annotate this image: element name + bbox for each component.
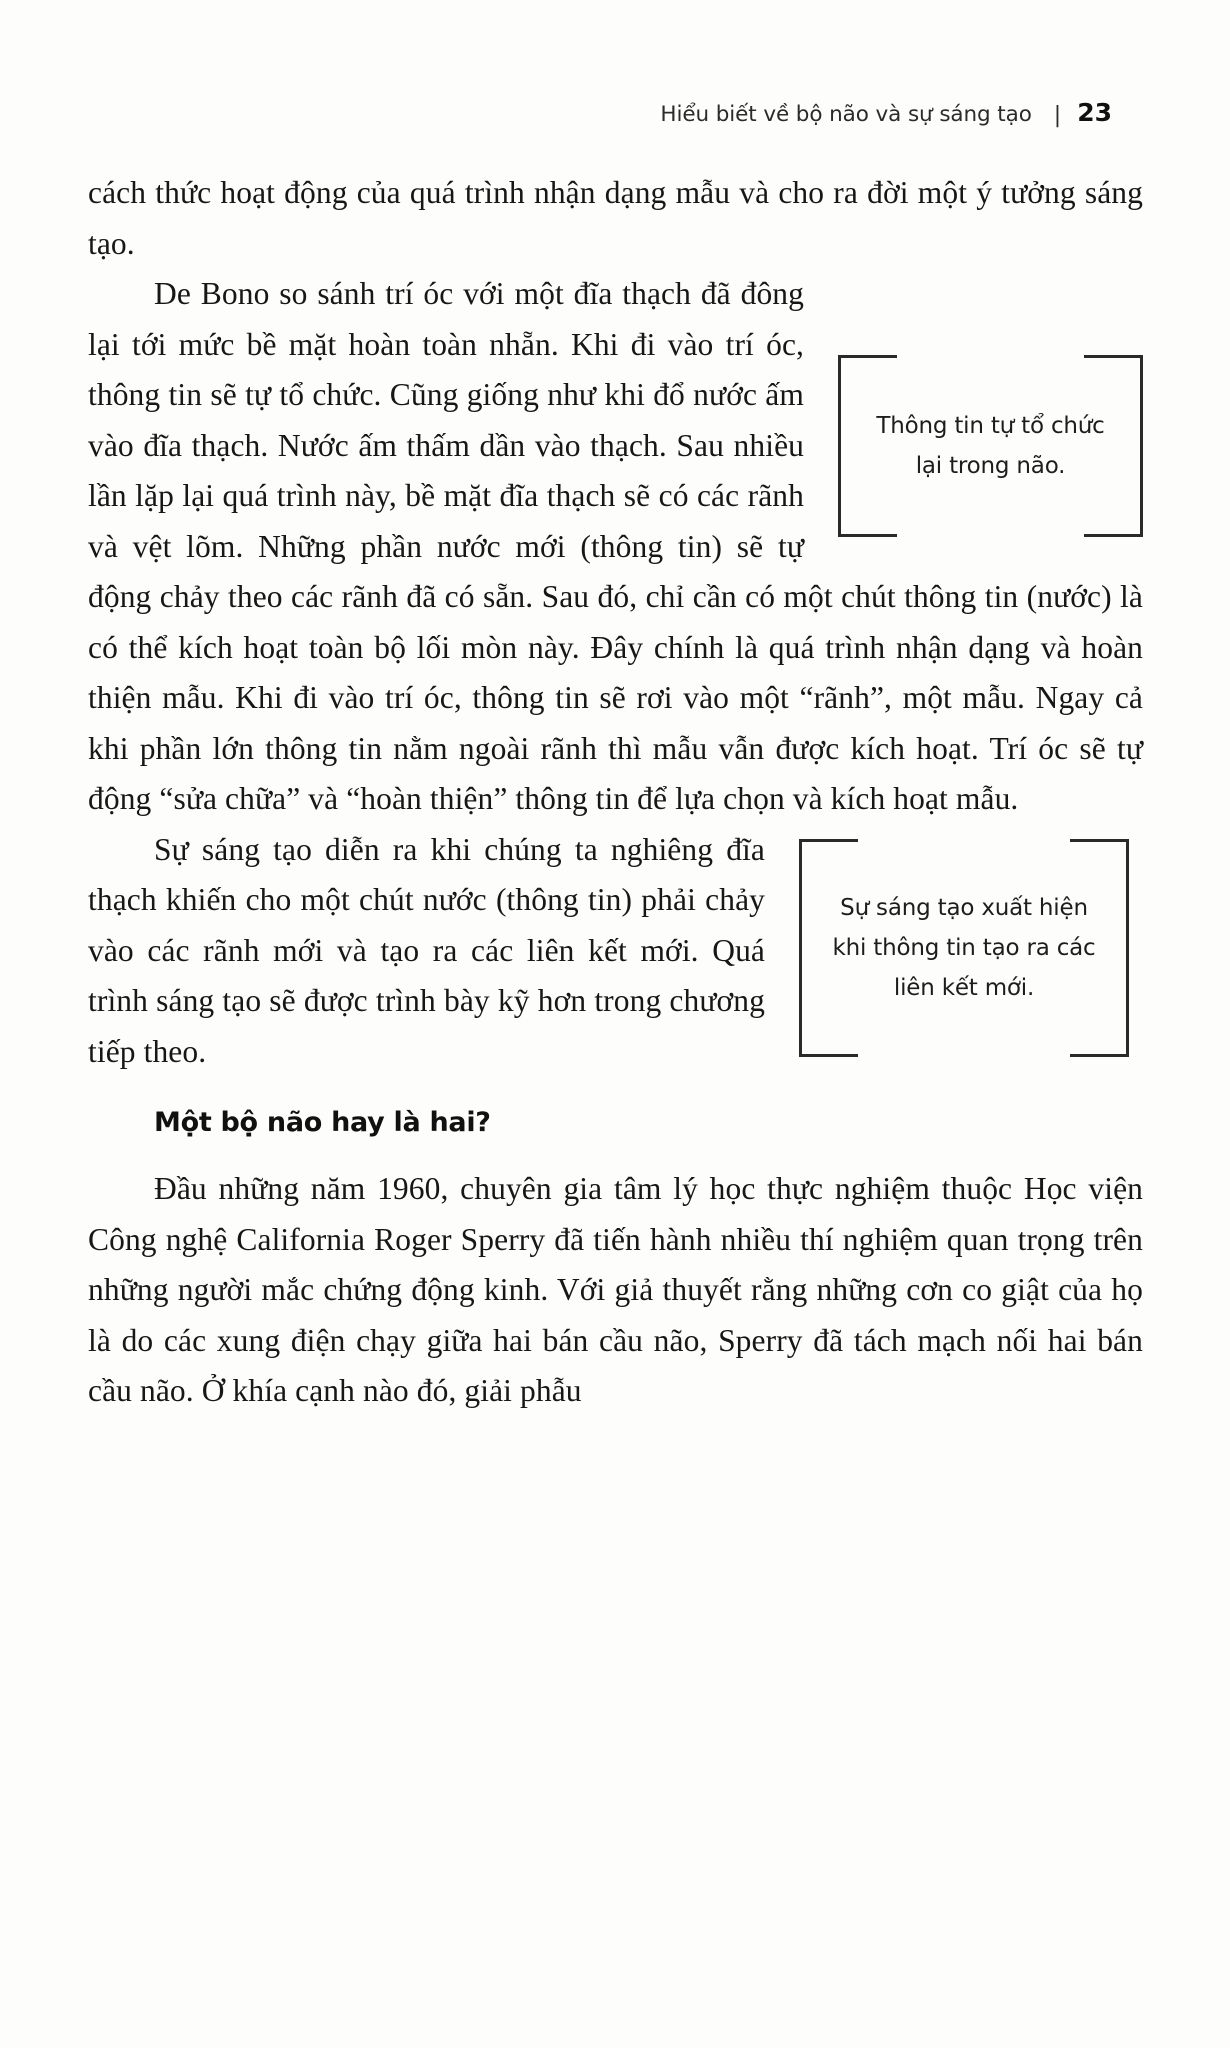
- callout-text: Sự sáng tạo xuất hiện khi thông tin tạo ra các liên kết mới.: [832, 894, 1096, 1001]
- running-head: [0, 98, 1112, 127]
- callout-box-creativity: [799, 839, 1129, 1057]
- callout-text: Thông tin tự tổ chức lại trong não.: [876, 413, 1105, 479]
- paragraph-de-bono: De Bono so sánh trí óc với một đĩa thạch đã đông lại tới mức bề mặt hoàn toàn nhẵn. Khi đi vào trí óc, thông tin sẽ tự tổ chức. Cũng giống như khi đổ nước ấm vào đĩa thạch. Nước ấm thấm dần vào thạch. Sau nhiều lần lặp lại quá trình này, bề mặt đĩa thạch sẽ có các rãnh và vệt lõm. Những phần nước mới (thông tin) sẽ tự động chảy theo các rãnh đã có sẵn. Sau đó, chỉ cần có một chút thông tin (nước) là có thể kích hoạt toàn bộ lối mòn này. Đây chính là quá trình nhận dạng và hoàn thiện mẫu. Khi đi vào trí óc, thông tin sẽ rơi vào một “rãnh”, một mẫu. Ngay cả khi phần lớn thông tin nằm ngoài rãnh thì mẫu vẫn được kích hoạt. Trí óc sẽ tự động “sửa chữa” và “hoàn thiện” thông tin để lựa chọn và kích hoạt mẫu.: [88, 276, 1143, 816]
- paragraph-creativity: Sự sáng tạo diễn ra khi chúng ta nghiêng đĩa thạch khiến cho một chút nước (thông tin) phải chảy vào các rãnh mới và tạo ra các liên kết mới. Quá trình sáng tạo sẽ được trình bày kỹ hơn trong chương tiếp theo.: [88, 831, 765, 1069]
- bracket-side-left: [799, 843, 802, 1053]
- callout-box-information: [838, 355, 1143, 537]
- page-number: 23: [1077, 98, 1112, 127]
- paragraph-sperry: Đầu những năm 1960, chuyên gia tâm lý học thực nghiệm thuộc Học viện Công nghệ California Roger Sperry đã tiến hành nhiều thí nghiệm quan trọng trên những người mắc chứng động kinh. Với giả thuyết rằng những cơn co giật của họ là do các xung điện chạy giữa hai bán cầu não, Sperry đã tách mạch nối hai bán cầu não. Ở khía cạnh nào đó, giải phẫu: [88, 1171, 1143, 1408]
- bracket-side-right: [1126, 843, 1129, 1053]
- page-content: [88, 168, 1143, 1868]
- bracket-corner-bottom-left: [838, 488, 897, 537]
- running-head-separator: |: [1053, 103, 1062, 128]
- bracket-side-right: [1140, 359, 1143, 533]
- bracket-side-left: [838, 359, 841, 533]
- bracket-corner-bottom-left: [799, 1008, 858, 1057]
- bracket-corner-top-right: [1084, 355, 1143, 404]
- running-head-title: Hiểu biết về bộ não và sự sáng tạo: [660, 102, 1032, 127]
- bracket-corner-top-right: [1070, 839, 1129, 888]
- section-subheading: Một bộ não hay là hai?: [154, 1107, 491, 1138]
- paragraph-continuation: cách thức hoạt động của quá trình nhận dạng mẫu và cho ra đời một ý tưởng sáng tạo.: [88, 175, 1143, 261]
